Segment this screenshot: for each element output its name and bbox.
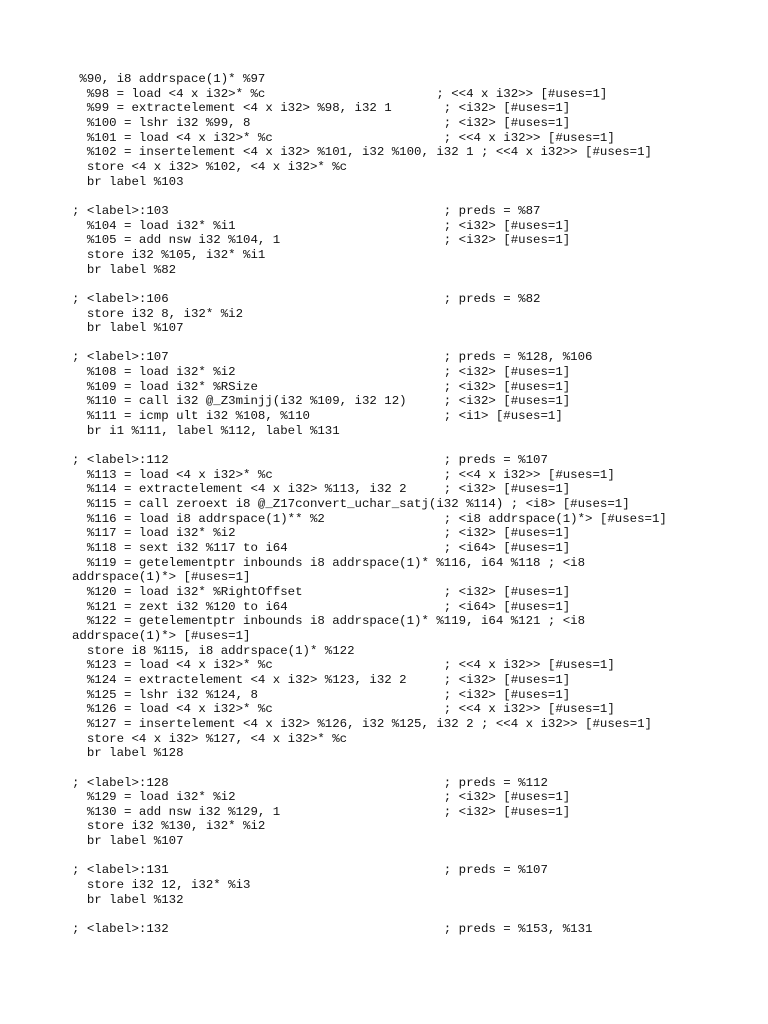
code-line: store i32 %105, i32* %i1 (72, 247, 266, 262)
code-line: ; <label>:103 ; preds = %87 (72, 203, 541, 218)
code-line: store i32 12, i32* %i3 (72, 878, 251, 893)
code-line: %123 = load <4 x i32>* %c ; <<4 x i32>> [#uses=1] (72, 658, 615, 673)
code-line: %121 = zext i32 %120 to i64 ; <i64> [#uses=1] (72, 599, 571, 614)
code-line (72, 761, 667, 776)
code-line: %125 = lshr i32 %124, 8 ; <i32> [#uses=1] (72, 687, 571, 702)
code-line: store i8 %115, i8 addrspace(1)* %122 (72, 643, 355, 658)
code-line: store i32 %130, i32* %i2 (72, 819, 266, 834)
code-line: %127 = insertelement <4 x i32> %126, i32 %125, i32 2 ; <<4 x i32>> [#uses=1] (72, 716, 652, 731)
code-line: %124 = extractelement <4 x i32> %123, i32 2 ; <i32> [#uses=1] (72, 672, 571, 687)
code-line: %114 = extractelement <4 x i32> %113, i32 2 ; <i32> [#uses=1] (72, 482, 571, 497)
code-line: %90, i8 addrspace(1)* %97 (72, 72, 266, 86)
code-line: br label %128 (72, 746, 184, 761)
code-line (72, 907, 667, 922)
code-line: store <4 x i32> %102, <4 x i32>* %c (72, 159, 348, 174)
code-line: %104 = load i32* %i1 ; <i32> [#uses=1] (72, 218, 571, 233)
code-line: addrspace(1)*> [#uses=1] (72, 628, 251, 643)
code-line: addrspace(1)*> [#uses=1] (72, 570, 251, 585)
code-line: %99 = extractelement <4 x i32> %98, i32 1 ; <i32> [#uses=1] (72, 101, 571, 116)
code-line: ; <label>:128 ; preds = %112 (72, 775, 548, 790)
code-line: br label %103 (72, 174, 184, 189)
code-line: %98 = load <4 x i32>* %c ; <<4 x i32>> [#uses=1] (72, 86, 608, 101)
code-line: br label %107 (72, 834, 184, 849)
code-line: br label %132 (72, 892, 184, 907)
code-line: br label %82 (72, 262, 177, 277)
code-line: ; <label>:132 ; preds = %153, %131 (72, 922, 593, 937)
code-line: %119 = getelementptr inbounds i8 addrspace(1)* %116, i64 %118 ; <i8 (72, 555, 586, 570)
code-line: %110 = call i32 @_Z3minjj(i32 %109, i32 12) ; <i32> [#uses=1] (72, 394, 571, 409)
code-line: ; <label>:106 ; preds = %82 (72, 291, 541, 306)
code-line: br label %107 (72, 321, 184, 336)
code-line: ; <label>:112 ; preds = %107 (72, 453, 548, 468)
code-line: store i32 8, i32* %i2 (72, 306, 244, 321)
code-line: %111 = icmp ult i32 %108, %110 ; <i1> [#uses=1] (72, 409, 563, 424)
code-line: %117 = load i32* %i2 ; <i32> [#uses=1] (72, 526, 571, 541)
code-line: br i1 %111, label %112, label %131 (72, 423, 340, 438)
code-line: %102 = insertelement <4 x i32> %101, i32 %100, i32 1 ; <<4 x i32>> [#uses=1] (72, 145, 652, 160)
code-line: %129 = load i32* %i2 ; <i32> [#uses=1] (72, 790, 571, 805)
code-line: %109 = load i32* %RSize ; <i32> [#uses=1] (72, 379, 571, 394)
code-line: %100 = lshr i32 %99, 8 ; <i32> [#uses=1] (72, 115, 571, 130)
code-line: %115 = call zeroext i8 @_Z17convert_uchar_satj(i32 %114) ; <i8> [#uses=1] (72, 497, 630, 512)
code-line: %101 = load <4 x i32>* %c ; <<4 x i32>> [#uses=1] (72, 130, 615, 145)
code-line: %126 = load <4 x i32>* %c ; <<4 x i32>> [#uses=1] (72, 702, 615, 717)
code-line: %116 = load i8 addrspace(1)** %2 ; <i8 addrspace(1)*> [#uses=1] (72, 511, 667, 526)
code-line: ; <label>:131 ; preds = %107 (72, 863, 548, 878)
code-line: %105 = add nsw i32 %104, 1 ; <i32> [#uses=1] (72, 233, 571, 248)
code-line (72, 849, 667, 864)
code-line (72, 336, 667, 351)
code-line: store <4 x i32> %127, <4 x i32>* %c (72, 731, 348, 746)
code-listing (72, 72, 667, 937)
code-line: %113 = load <4 x i32>* %c ; <<4 x i32>> [#uses=1] (72, 467, 615, 482)
code-line: ; <label>:107 ; preds = %128, %106 (72, 350, 593, 365)
code-line (72, 189, 667, 204)
code-line (72, 438, 667, 453)
code-line (72, 277, 667, 292)
code-line: %118 = sext i32 %117 to i64 ; <i64> [#uses=1] (72, 541, 571, 555)
code-line: %122 = getelementptr inbounds i8 addrspace(1)* %119, i64 %121 ; <i8 (72, 614, 586, 629)
code-line: %130 = add nsw i32 %129, 1 ; <i32> [#uses=1] (72, 804, 571, 819)
code-line: %108 = load i32* %i2 ; <i32> [#uses=1] (72, 365, 571, 380)
code-line: %120 = load i32* %RightOffset ; <i32> [#uses=1] (72, 584, 571, 599)
